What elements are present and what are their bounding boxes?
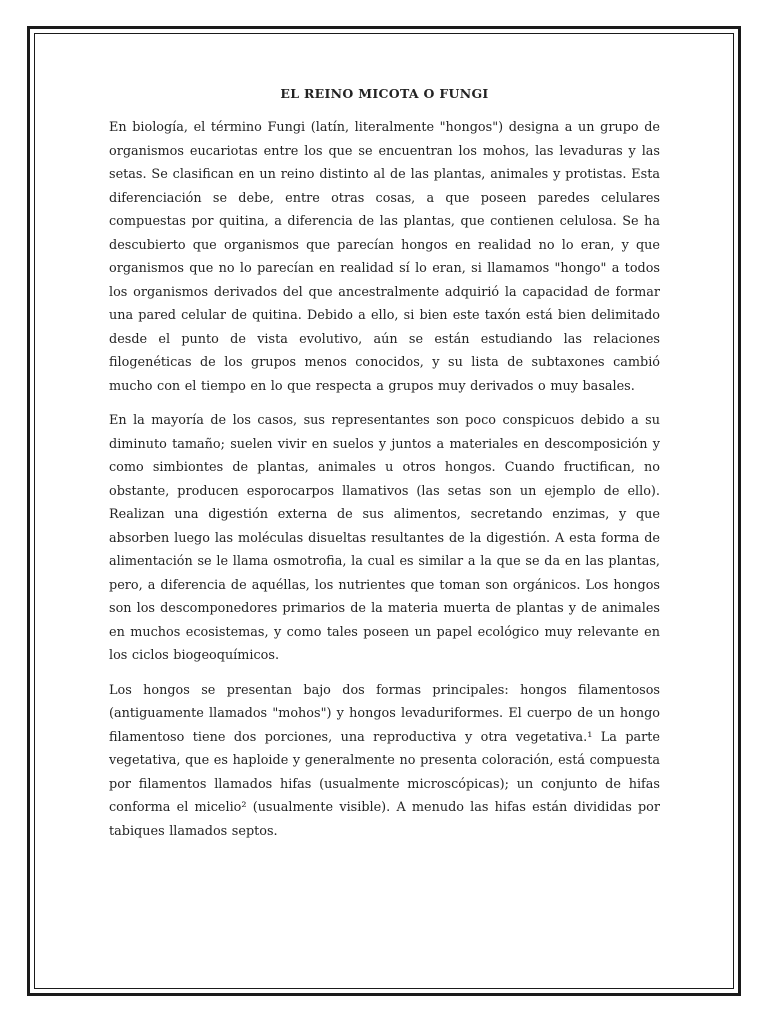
paragraph-forms: Los hongos se presentan bajo dos formas principales: hongos filamentosos (antiguamente llamados "mohos") y hongos levaduriformes. El cuerpo de un hongo filamentoso tiene dos porciones, una reproductiva y otra vegetativa.¹ La parte vegetativa, que es haploide y generalmente no presenta coloración, está compuesta por filamentos llamados hifas (usualmente microscópicas); un conjunto de hifas conforma el micelio² (usualmente visible). A menudo las hifas están divididas por tabiques llamados septos.	[109, 682, 660, 839]
paragraph-definition: En biología, el término Fungi (latín, literalmente "hongos") designa a un grupo de organismos eucariotas entre los que se encuentran los mohos, las levaduras y las setas. Se clasifican en un reino distinto al de las plantas, animales y protistas. Esta diferenciación se debe, entre otras cosas, a que poseen paredes celulares compuestas por quitina, a diferencia de las plantas, que contienen celulosa. Se ha descubierto que organismos que parecían hongos en realidad no lo eran, y que organismos que no lo parecían en realidad sí lo eran, si llamamos "hongo" a todos los organismos derivados del que ancestralmente adquirió la capacidad de formar una pared celular de quitina. Debido a ello, si bien este taxón está bien delimitado desde el punto de vista evolutivo, aún se están estudiando las relaciones filogenéticas de los grupos menos conocidos, y su lista de subtaxones cambió mucho con el tiempo en lo que respecta a grupos muy derivados o muy basales.	[109, 120, 660, 394]
document-title: EL REINO MICOTA O FUNGI	[280, 86, 489, 101]
document-body	[109, 84, 660, 854]
paragraph-characteristics: En la mayoría de los casos, sus representantes son poco conspicuos debido a su diminuto tamaño; suelen vivir en suelos y juntos a materiales en descomposición y como simbiontes de plantas, animales u otros hongos. Cuando fructifican, no obstante, producen esporocarpos llamativos (las setas son un ejemplo de ello). Realizan una digestión externa de sus alimentos, secretando enzimas, y que absorben luego las moléculas disueltas resultantes de la digestión. A esta forma de alimentación se le llama osmotrofia, la cual es similar a la que se da en las plantas, pero, a diferencia de aquéllas, los nutrientes que toman son orgánicos. Los hongos son los descomponedores primarios de la materia muerta de plantas y de animales en muchos ecosistemas, y como tales poseen un papel ecológico muy relevante en los ciclos biogeoquímicos.	[109, 413, 660, 663]
